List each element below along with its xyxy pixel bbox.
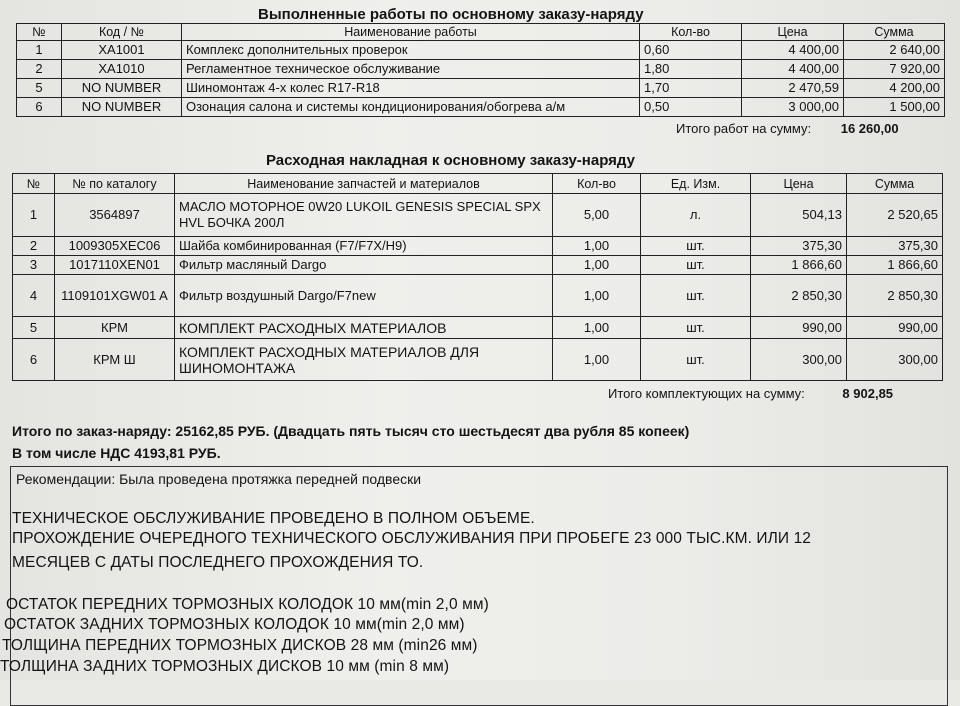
recommendation-line: МЕСЯЦЕВ С ДАТЫ ПОСЛЕДНЕГО ПРОХОЖДЕНИЯ ТО.	[12, 554, 424, 571]
row-price: 2 470,59	[742, 79, 844, 98]
works-header-row	[17, 24, 945, 41]
row-sum: 4 200,00	[844, 79, 945, 98]
row-catalog: 3564897	[55, 194, 175, 237]
row-unit: шт.	[641, 275, 751, 317]
row-price: 4 400,00	[742, 60, 844, 79]
recommendation-line: ТОЛЩИНА ПЕРЕДНИХ ТОРМОЗНЫХ ДИСКОВ 28 мм (min26 мм)	[2, 637, 478, 654]
row-catalog: 1109101XGW01 A	[55, 275, 175, 317]
table-row	[13, 317, 943, 339]
row-price: 504,13	[751, 194, 847, 237]
row-num: 2	[13, 237, 55, 256]
row-unit: шт.	[641, 256, 751, 275]
row-sum: 2 640,00	[844, 41, 945, 60]
row-price: 1 866,60	[751, 256, 847, 275]
works-header-num: №	[17, 24, 62, 41]
row-qty: 0,50	[640, 98, 742, 117]
table-row	[13, 237, 943, 256]
table-row	[17, 60, 945, 79]
row-catalog: 1017110XEN01	[55, 256, 175, 275]
row-unit: шт.	[641, 339, 751, 381]
row-name: Фильтр воздушный Dargo/F7new	[175, 275, 553, 317]
row-num: 1	[17, 41, 62, 60]
table-row	[17, 79, 945, 98]
row-num: 6	[13, 339, 55, 381]
row-num: 2	[17, 60, 62, 79]
row-name: КОМПЛЕКТ РАСХОДНЫХ МАТЕРИАЛОВ ДЛЯ ШИНОМОНТАЖА	[175, 339, 553, 381]
row-name: Регламентное техническое обслуживание	[182, 60, 640, 79]
table-row	[13, 339, 943, 381]
row-unit: шт.	[641, 317, 751, 339]
works-table	[16, 23, 945, 117]
row-unit: л.	[641, 194, 751, 237]
row-unit: шт.	[641, 237, 751, 256]
row-code: XA1001	[62, 41, 182, 60]
parts-header-row	[13, 174, 943, 194]
parts-header-unit: Ед. Изм.	[641, 174, 751, 194]
row-price: 990,00	[751, 317, 847, 339]
row-catalog: КРМ	[55, 317, 175, 339]
row-num: 5	[13, 317, 55, 339]
row-name: Комплекс дополнительных проверок	[182, 41, 640, 60]
row-name: Озонация салона и системы кондиционирования/обогрева а/м	[182, 98, 640, 117]
row-qty: 1,70	[640, 79, 742, 98]
parts-title: Расходная накладная к основному заказу-наряду	[266, 152, 635, 169]
parts-total-value: 8 902,85	[842, 386, 894, 401]
row-name: Шайба комбинированная (F7/F7X/H9)	[175, 237, 553, 256]
works-header-name: Наименование работы	[182, 24, 640, 41]
works-header-sum: Сумма	[844, 24, 945, 41]
row-sum: 2 520,65	[847, 194, 943, 237]
row-qty: 5,00	[553, 194, 641, 237]
row-num: 3	[13, 256, 55, 275]
table-row	[13, 256, 943, 275]
recommendation-line: ОСТАТОК ПЕРЕДНИХ ТОРМОЗНЫХ КОЛОДОК 10 мм(min 2,0 мм)	[6, 596, 489, 613]
works-total-value: 16 260,00	[840, 121, 899, 136]
table-row	[13, 275, 943, 317]
parts-total-label: Итого комплектующих на сумму:	[608, 386, 805, 401]
row-price: 4 400,00	[742, 41, 844, 60]
row-num: 4	[13, 275, 55, 317]
table-row	[13, 194, 943, 237]
works-header-qty: Кол-во	[640, 24, 742, 41]
works-title: Выполненные работы по основному заказу-наряду	[258, 6, 644, 23]
parts-header-qty: Кол-во	[553, 174, 641, 194]
row-price: 300,00	[751, 339, 847, 381]
row-sum: 7 920,00	[844, 60, 945, 79]
row-sum: 990,00	[847, 317, 943, 339]
recommendation-line: ТОЛЩИНА ЗАДНИХ ТОРМОЗНЫХ ДИСКОВ 10 мм (min 8 мм)	[0, 658, 450, 675]
table-row	[17, 41, 945, 60]
row-qty: 1,80	[640, 60, 742, 79]
row-code: NO NUMBER	[62, 79, 182, 98]
row-sum: 2 850,30	[847, 275, 943, 317]
row-qty: 1,00	[553, 339, 641, 381]
row-name: МАСЛО МОТОРНОЕ 0W20 LUKOIL GENESIS SPECIAL SPX HVL БОЧКА 200Л	[175, 194, 553, 237]
row-sum: 300,00	[847, 339, 943, 381]
row-code: XA1010	[62, 60, 182, 79]
row-sum: 1 500,00	[844, 98, 945, 117]
parts-header-name: Наименование запчастей и материалов	[175, 174, 553, 194]
row-price: 375,30	[751, 237, 847, 256]
parts-header-catalog: № по каталогу	[55, 174, 175, 194]
works-header-code: Код / №	[62, 24, 182, 41]
row-catalog: КРМ Ш	[55, 339, 175, 381]
row-num: 5	[17, 79, 62, 98]
recommendation-line: ОСТАТОК ЗАДНИХ ТОРМОЗНЫХ КОЛОДОК 10 мм(min 2,0 мм)	[4, 616, 465, 633]
table-row	[17, 98, 945, 117]
row-name: КОМПЛЕКТ РАСХОДНЫХ МАТЕРИАЛОВ	[175, 317, 553, 339]
row-name: Фильтр масляный Dargo	[175, 256, 553, 275]
parts-header-price: Цена	[751, 174, 847, 194]
parts-total	[608, 386, 893, 401]
row-price: 3 000,00	[742, 98, 844, 117]
vat-total: В том числе НДС 4193,81 РУБ.	[12, 445, 221, 461]
order-total: Итого по заказ-наряду: 25162,85 РУБ. (Двадцать пять тысяч сто шестьдесят два рубля 85 копеек)	[12, 423, 690, 439]
recommendation-line: ТЕХНИЧЕСКОЕ ОБСЛУЖИВАНИЕ ПРОВЕДЕНО В ПОЛНОМ ОБЪЕМЕ.	[12, 510, 535, 527]
row-sum: 1 866,60	[847, 256, 943, 275]
row-name: Шиномонтаж 4-х колес R17-R18	[182, 79, 640, 98]
works-total	[676, 121, 899, 136]
parts-header-sum: Сумма	[847, 174, 943, 194]
works-header-price: Цена	[742, 24, 844, 41]
row-num: 1	[13, 194, 55, 237]
row-qty: 1,00	[553, 237, 641, 256]
parts-table	[12, 173, 943, 381]
row-price: 2 850,30	[751, 275, 847, 317]
parts-header-num: №	[13, 174, 55, 194]
row-code: NO NUMBER	[62, 98, 182, 117]
works-total-label: Итого работ на сумму:	[676, 121, 812, 136]
row-qty: 1,00	[553, 256, 641, 275]
row-catalog: 1009305XEC06	[55, 237, 175, 256]
row-qty: 1,00	[553, 275, 641, 317]
row-qty: 0,60	[640, 41, 742, 60]
row-qty: 1,00	[553, 317, 641, 339]
recommendations-heading: Рекомендации: Была проведена протяжка передней подвески	[16, 471, 422, 487]
row-sum: 375,30	[847, 237, 943, 256]
recommendation-line: ПРОХОЖДЕНИЕ ОЧЕРЕДНОГО ТЕХНИЧЕСКОГО ОБСЛУЖИВАНИЯ ПРИ ПРОБЕГЕ 23 000 ТЫС.КМ. ИЛИ 12	[12, 530, 812, 547]
row-num: 6	[17, 98, 62, 117]
